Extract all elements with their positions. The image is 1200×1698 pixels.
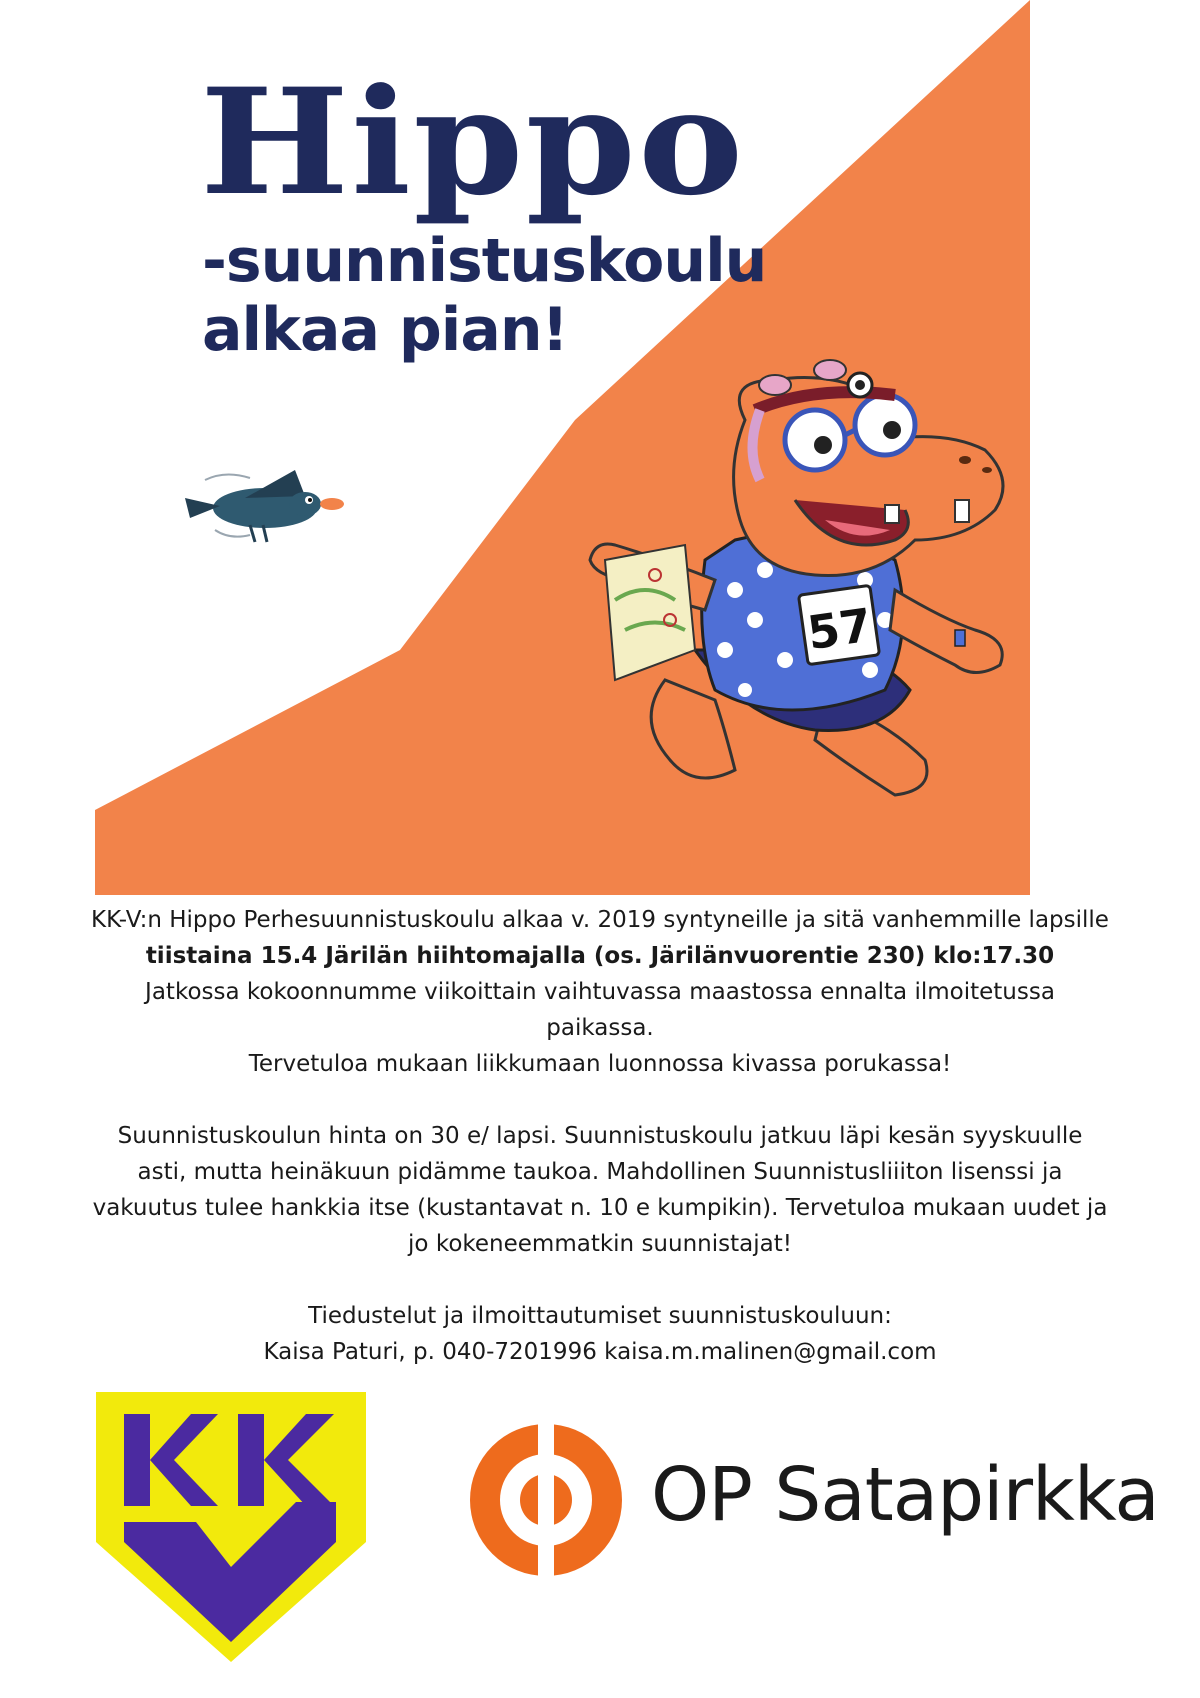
poster-title: Hippo: [200, 57, 746, 228]
info-text-block: [30, 902, 1170, 1370]
contact-line-2: Kaisa Paturi, p. 040-7201996 kaisa.m.malinen@gmail.com: [263, 1339, 937, 1365]
op-satapirkka-text: OP Satapirkka: [651, 1452, 1159, 1538]
price-line-4: jo kokeneemmatkin suunnistajat!: [408, 1231, 792, 1257]
info-line-2-date: tiistaina 15.4 Järilän hiihtomajalla (os. Järilänvuorentie 230) klo:17.30: [145, 943, 1055, 969]
info-line-1: KK-V:n Hippo Perhesuunnistuskoulu alkaa v. 2019 syntyneille ja sitä vanhemmille lapsille: [91, 907, 1109, 933]
bird-icon: [185, 470, 344, 542]
poster-subtitle-line2: alkaa pian!: [202, 295, 568, 365]
op-logo-mark: [466, 1420, 626, 1580]
price-line-3: vakuutus tulee hankkia itse (kustantavat n. 10 e kumpikin). Tervetuloa mukaan uudet ja: [92, 1195, 1108, 1221]
price-line-2: asti, mutta heinäkuun pidämme taukoa. Mahdollinen Suunnistusliiiton lisenssi ja: [137, 1159, 1063, 1185]
price-line-1: Suunnistuskoulun hinta on 30 e/ lapsi. Suunnistuskoulu jatkuu läpi kesän syyskuulle: [117, 1123, 1083, 1149]
op-satapirkka-logo: [466, 1420, 1159, 1580]
contact-line-1: Tiedustelut ja ilmoittautumiset suunnistuskouluun:: [308, 1303, 892, 1329]
poster-subtitle-line1: -suunnistuskoulu: [202, 226, 767, 296]
info-line-4: paikassa.: [546, 1015, 654, 1041]
kk-shield-graphic: [96, 1392, 366, 1662]
info-line-5: Tervetuloa mukaan liikkumaan luonnossa kivassa porukassa!: [248, 1051, 952, 1077]
kk-club-logo: [96, 1392, 366, 1662]
info-line-3: Jatkossa kokoonnumme viikoittain vaihtuvassa maastossa ennalta ilmoitetussa: [145, 979, 1055, 1005]
bib-number: 57: [804, 597, 876, 661]
poster-title-block: [200, 57, 820, 365]
